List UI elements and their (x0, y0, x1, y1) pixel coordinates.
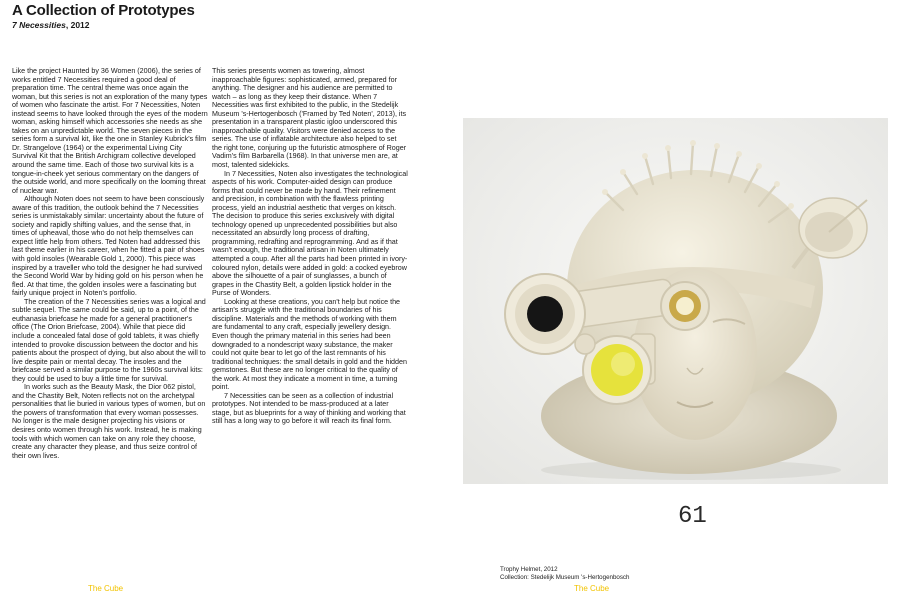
footer-right: The Cube (574, 584, 610, 593)
subtitle-work-title: 7 Necessities (12, 20, 66, 30)
paragraph: In works such as the Beauty Mask, the Dior 062 pistol, and the Chastity Belt, Noten reflects not on the archetypal personalities that lie buried in various types of women, but on the powers of transformation that every woman possesses. No longer is the male designer projecting his visions or desires onto women through his work. Instead, he is making tools with which women can take on any role they choose, create any character they please, and thus seize control of their own lives. (12, 383, 206, 460)
page-subtitle (12, 20, 90, 30)
trophy-helmet-photo (463, 118, 888, 484)
paragraph: 7 Necessities can be seen as a collection of industrial prototypes. Not intended to be mass-produced at a later stage, but as blueprints for a way of thinking and working that still has a long way to go before it will reach its final form. (212, 391, 406, 426)
gold-lens (661, 282, 709, 330)
page-title: A Collection of Prototypes (12, 2, 195, 19)
paragraph: Although Noten does not seem to have been consciously aware of this tradition, the outlook behind the 7 Necessities series is unmistakably similar: uncertainty about the future of society and rapidly shifting values, and the sense that, in times of upheaval, those who do not help themselves can expect little help from others. Ted Noten had addressed this last theme earlier in his career, when he fitted a pair of shoes with gold insoles (Wearable Gold 1, 2000). This piece was inspired by a traveller who told the designer he had survived the Second World War by hiding gold on his person when he fled. At that time, the golden insoles were a fascinating but fairly unique project in Noten's portfolio. (12, 195, 205, 298)
caption-collection: Collection: Stedelijk Museum 's-Hertogenbosch (500, 574, 630, 581)
photo-caption (500, 566, 629, 582)
paragraph: Looking at these creations, you can't help but notice the artisan's struggle with the traditional boundaries of his discipline. Materials and the methods of working with them are fundamental to any craft, especially jewellery design. Even though the primary material in this series had been downgraded to a nondescript waxy substance, the maker could not quite bear to let go of the last remnants of his traditional techniques: the small details in gold and the hidden gemstones. But these are no longer critical to the quality of the work. At most they indicate a moment in time, a turning point. (212, 297, 407, 392)
paragraph: Like the project Haunted by 36 Women (2006), the series of works entitled 7 Necessities required a good deal of preparation time. The central theme was once again the woman, but this series is not an exploration of the many types of women who fascinate the artist. For 7 Necessities, Noten instead seems to have looked through the eyes of the modern woman, asking himself which accessories she needs as she takes on an unpredictable world. The seven pieces in the series form a survival kit, like the one in Stanley Kubrick's film Dr. Strangelove (1964) or the experimental Living City Survival Kit that the British Archigram collective developed around the same time. Each of those two survival kits is a tongue-in-cheek yet serious commentary on the dangers of the outside world, and more specifically on the looming threat of nuclear war. (12, 67, 208, 195)
text-column-left (12, 67, 208, 460)
paragraph: This series presents women as towering, almost inapproachable figures: sophisticated, armed, prepared for anything. The designer and his audience are permitted to watch – as long as they keep their distance. When 7 Necessities was first exhibited to the public, in the Stedelijk Museum 's-Hertogenbosch ('Framed by Ted Noten', 2013), its presentation in a transparent plastic igloo underscored this inapproachable quality. Visitors were denied access to the series. The use of inflatable architecture also helped to set the right tone, conjuring up the futuristic atmosphere of Roger Vadim's film Barbarella (1968). In that universe men are, at most, talented sidekicks. (212, 67, 407, 170)
caption-title: Trophy Helmet, 2012 (500, 566, 558, 573)
subtitle-year: , 2012 (65, 20, 90, 30)
text-column-right (212, 67, 408, 426)
side-knob (575, 334, 595, 354)
page-number: 61 (678, 503, 707, 530)
paragraph: In 7 Necessities, Noten also investigates the technological aspects of his work. Computer-aided design can produce forms that could never be made by hand. Their refinement and precision, in combination with the flawless printing process, yield an industrial aesthetic that verges on kitsch. The decision to produce this series exclusively with digital technology opened up unprecedented possibilities but also necessitated an absurdly long process of drafting, programming, redrafting and reprogramming. And as if that wasn't enough, the traditional artisan in Noten ultimately attempted a coup. After all the parts had been printed in ivory-coloured nylon, details were added in gold: a cocked eyebrow above the silhouette of a pair of sunglasses, a bunch of grapes in the Chastity Belt, a golden lipstick holder in the Purse of Wonders. (212, 169, 408, 298)
footer-left: The Cube (88, 584, 124, 593)
paragraph: The creation of the 7 Necessities series was a logical and subtle sequel. The same could be said, up to a point, of the euthanasia briefcase he made for a general practitioner's office (The Orion Briefcase, 2004). While that piece did include a concealed fatal dose of gold tablets, it was chiefly intended to provoke discussion between the doctor and his patients about the prospect of dying, but also about the will to live despite pain or mental decay. The insoles and the briefcase served a similar purpose to the 1960s survival kits: they could be used to buy a little time for survival. (12, 297, 206, 383)
